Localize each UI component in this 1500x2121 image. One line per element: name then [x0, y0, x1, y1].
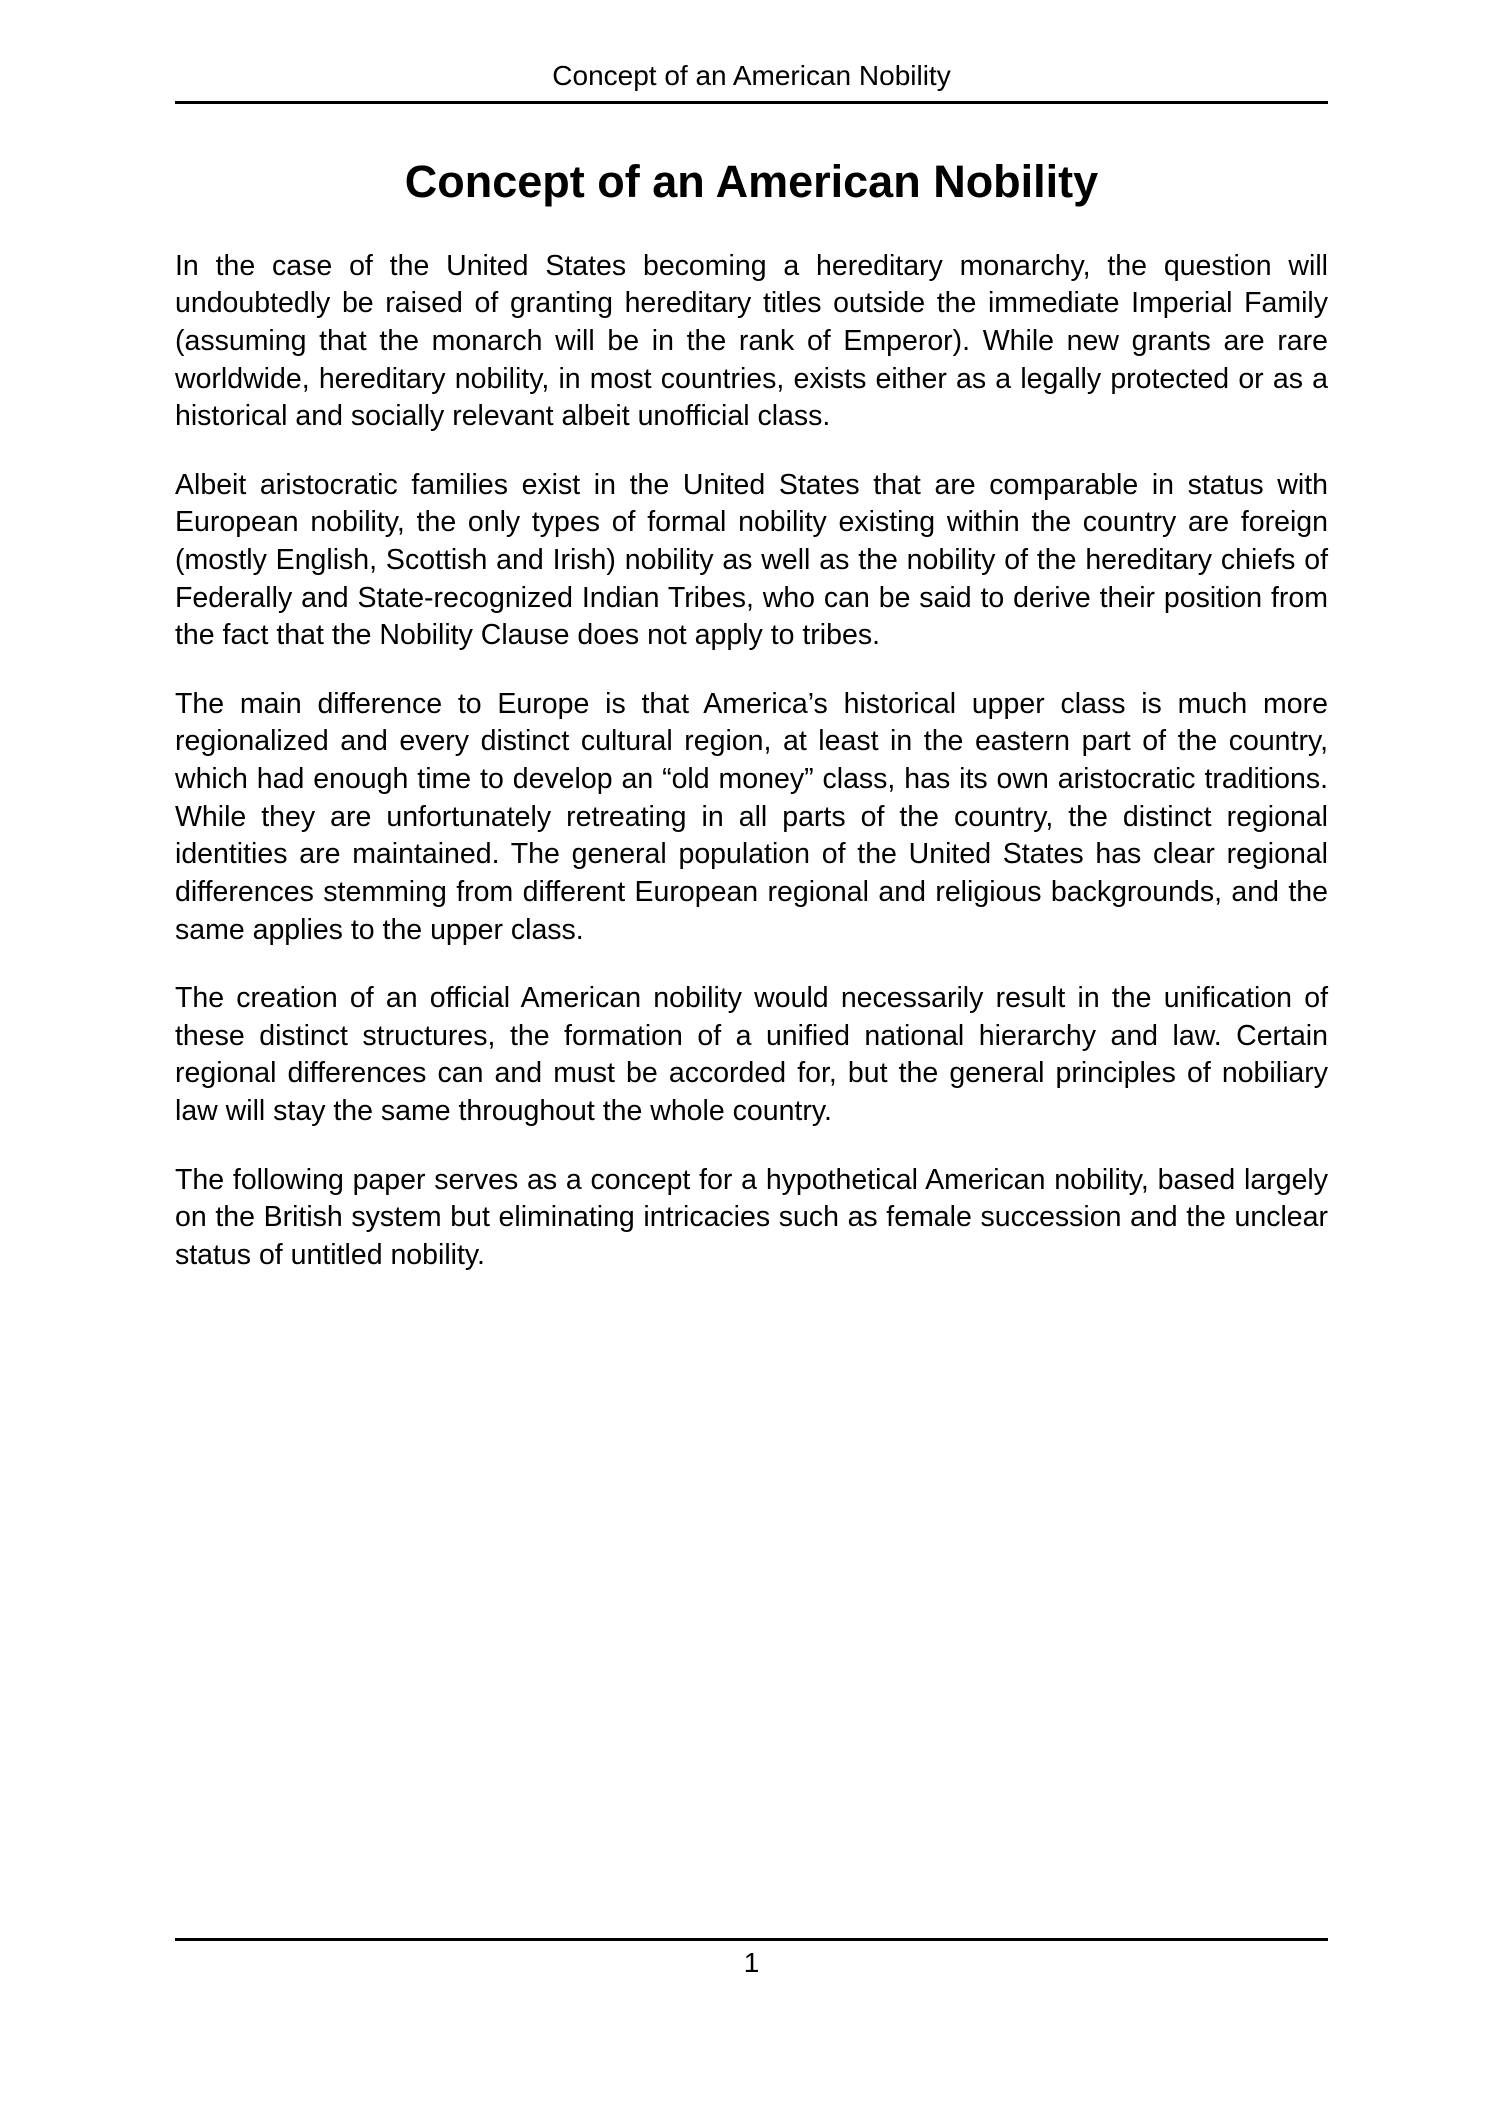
running-title: Concept of an American Nobility	[552, 60, 951, 91]
document-body	[175, 248, 1328, 1275]
document-title: Concept of an American Nobility	[404, 156, 1099, 207]
page-content	[175, 58, 1328, 1305]
paragraph-3: The main difference to Europe is that America’s historical upper class is much more regionalized and every distinct cultural region, at least in the eastern part of the country, which had enough time to develop an “old money” class, has its own aristocratic traditions. While they are unfortunately retreating in all parts of the country, the distinct regional identities are maintained. The general population of the United States has clear regional differences stemming from different European regional and religious backgrounds, and the same applies to the upper class.	[175, 687, 1328, 946]
paragraph-1: In the case of the United States becoming a hereditary monarchy, the question will undoubtedly be raised of granting hereditary titles outside the immediate Imperial Family (assuming that the monarch will be in the rank of Emperor). While new grants are rare worldwide, hereditary nobility, in most countries, exists either as a legally protected or as a historical and socially relevant albeit unofficial class.	[175, 249, 1328, 433]
paragraph-4: The creation of an official American nobility would necessarily result in the unification of these distinct structures, the formation of a unified national hierarchy and law. Certain regional differences can and must be accorded for, but the general principles of nobiliary law will stay the same throughout the whole country.	[175, 982, 1328, 1127]
page-header	[175, 58, 1328, 104]
page-number: 1	[743, 1947, 760, 1978]
paragraph-2: Albeit aristocratic families exist in the United States that are comparable in status with European nobility, the only types of formal nobility existing within the country are foreign (mostly English, Scottish and Irish) nobility as well as the nobility of the hereditary chiefs of Federally and State-recognized Indian Tribes, who can be said to derive their position from the fact that the Nobility Clause does not apply to tribes.	[175, 468, 1328, 652]
page-footer	[175, 1938, 1328, 1979]
paragraph-5: The following paper serves as a concept for a hypothetical American nobility, based largely on the British system but eliminating intricacies such as female succession and the unclear status of untitled nobility.	[175, 1163, 1328, 1271]
